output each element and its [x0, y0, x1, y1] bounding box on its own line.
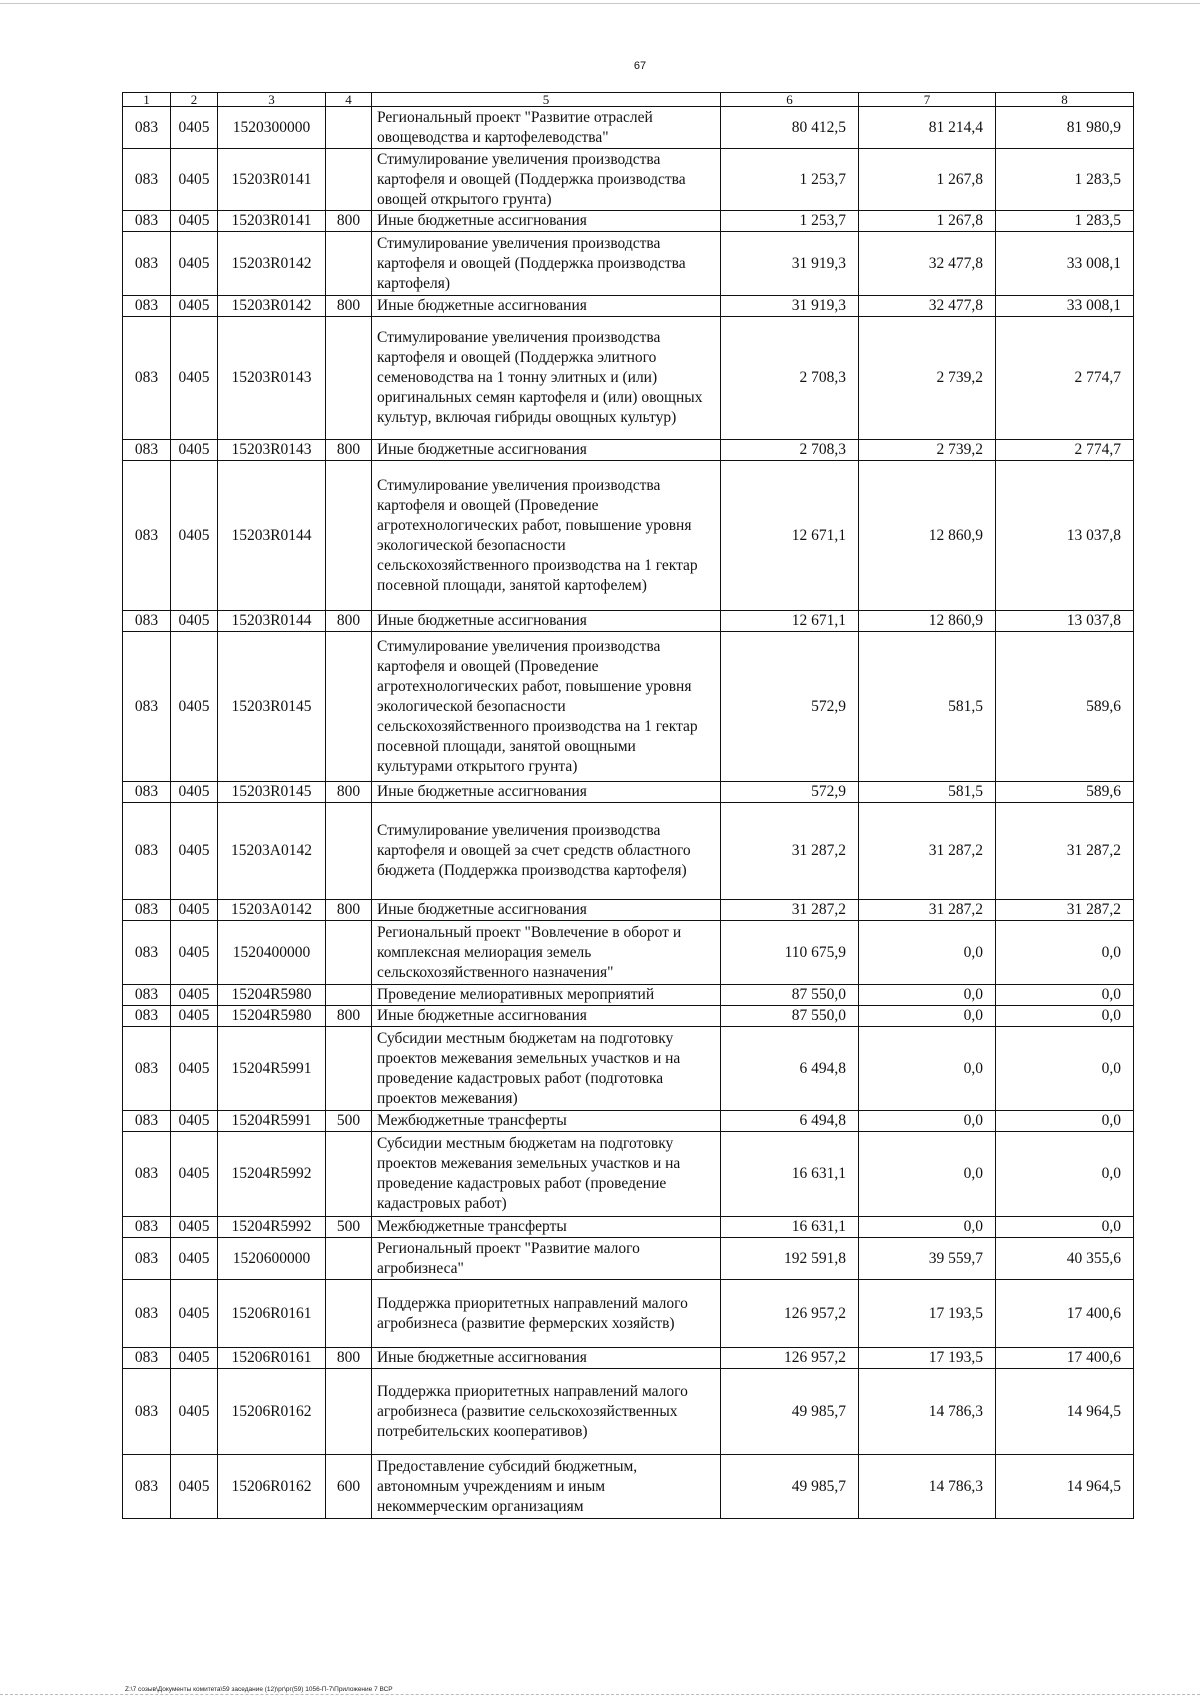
section-code-cell: 0405 [171, 232, 218, 296]
expense-type-cell: 500 [326, 1111, 372, 1132]
amount-year3-cell: 589,6 [996, 632, 1134, 782]
chapter-code-cell: 083 [123, 1280, 171, 1348]
item-name-cell: Иные бюджетные ассигнования [372, 611, 721, 632]
expense-type-cell: 800 [326, 1348, 372, 1369]
amount-year1-cell: 16 631,1 [721, 1132, 859, 1217]
chapter-code-cell: 083 [123, 1027, 171, 1111]
section-code-cell: 0405 [171, 985, 218, 1006]
chapter-code-cell: 083 [123, 985, 171, 1006]
expense-type-cell [326, 1238, 372, 1280]
amount-year1-cell: 87 550,0 [721, 1006, 859, 1027]
expense-type-cell [326, 1280, 372, 1348]
amount-year2-cell: 0,0 [859, 1217, 996, 1238]
section-code-cell: 0405 [171, 1455, 218, 1519]
chapter-code-cell: 083 [123, 232, 171, 296]
target-article-cell: 1520400000 [218, 921, 326, 985]
amount-year3-cell: 33 008,1 [996, 232, 1134, 296]
amount-year2-cell: 17 193,5 [859, 1280, 996, 1348]
page-number: 67 [633, 60, 647, 72]
table-row [123, 1111, 1134, 1132]
target-article-cell: 15206R0161 [218, 1280, 326, 1348]
section-code-cell: 0405 [171, 211, 218, 232]
item-name-cell: Иные бюджетные ассигнования [372, 900, 721, 921]
chapter-code-cell: 083 [123, 149, 171, 211]
section-code-cell: 0405 [171, 1369, 218, 1455]
item-name-cell: Иные бюджетные ассигнования [372, 782, 721, 803]
column-number-row [123, 93, 1134, 107]
section-code-cell: 0405 [171, 1132, 218, 1217]
amount-year2-cell: 12 860,9 [859, 611, 996, 632]
scan-top-edge [0, 3, 1200, 4]
table-row [123, 440, 1134, 461]
expense-type-cell [326, 921, 372, 985]
column-number: 8 [996, 93, 1134, 107]
amount-year2-cell: 1 267,8 [859, 149, 996, 211]
amount-year3-cell: 0,0 [996, 1132, 1134, 1217]
amount-year1-cell: 572,9 [721, 782, 859, 803]
target-article-cell: 15203R0143 [218, 317, 326, 440]
target-article-cell: 15203R0141 [218, 211, 326, 232]
section-code-cell: 0405 [171, 107, 218, 149]
item-name-cell: Стимулирование увеличения производства картофеля и овощей (Проведение агротехнологических работ, повышение уровня экологической безопасности сельскохозяйственного производства на 1 гектар посевной площади, занятой овощными культурами открытого грунта) [372, 632, 721, 782]
expense-type-cell [326, 632, 372, 782]
section-code-cell: 0405 [171, 440, 218, 461]
amount-year2-cell: 2 739,2 [859, 317, 996, 440]
budget-table [122, 92, 1134, 1519]
amount-year1-cell: 6 494,8 [721, 1111, 859, 1132]
item-name-cell: Субсидии местным бюджетам на подготовку проектов межевания земельных участков и на проведение кадастровых работ (проведение кадастровых работ) [372, 1132, 721, 1217]
column-number: 4 [326, 93, 372, 107]
amount-year3-cell: 0,0 [996, 1027, 1134, 1111]
amount-year2-cell: 0,0 [859, 921, 996, 985]
target-article-cell: 1520600000 [218, 1238, 326, 1280]
section-code-cell: 0405 [171, 632, 218, 782]
table-row [123, 1006, 1134, 1027]
scan-bottom-edge [0, 1694, 1200, 1695]
amount-year2-cell: 32 477,8 [859, 232, 996, 296]
table-row [123, 211, 1134, 232]
target-article-cell: 15203R0144 [218, 461, 326, 611]
item-name-cell: Иные бюджетные ассигнования [372, 1348, 721, 1369]
amount-year1-cell: 31 919,3 [721, 296, 859, 317]
expense-type-cell [326, 107, 372, 149]
amount-year2-cell: 581,5 [859, 632, 996, 782]
section-code-cell: 0405 [171, 461, 218, 611]
amount-year3-cell: 33 008,1 [996, 296, 1134, 317]
amount-year1-cell: 110 675,9 [721, 921, 859, 985]
amount-year2-cell: 581,5 [859, 782, 996, 803]
amount-year2-cell: 81 214,4 [859, 107, 996, 149]
expense-type-cell: 800 [326, 440, 372, 461]
target-article-cell: 15206R0162 [218, 1455, 326, 1519]
column-number: 7 [859, 93, 996, 107]
section-code-cell: 0405 [171, 803, 218, 900]
amount-year1-cell: 16 631,1 [721, 1217, 859, 1238]
amount-year1-cell: 31 287,2 [721, 803, 859, 900]
item-name-cell: Межбюджетные трансферты [372, 1111, 721, 1132]
expense-type-cell [326, 1132, 372, 1217]
column-number: 1 [123, 93, 171, 107]
amount-year2-cell: 0,0 [859, 1027, 996, 1111]
target-article-cell: 15204R5992 [218, 1217, 326, 1238]
section-code-cell: 0405 [171, 1280, 218, 1348]
amount-year2-cell: 31 287,2 [859, 803, 996, 900]
amount-year1-cell: 126 957,2 [721, 1280, 859, 1348]
section-code-cell: 0405 [171, 1006, 218, 1027]
section-code-cell: 0405 [171, 149, 218, 211]
amount-year3-cell: 17 400,6 [996, 1348, 1134, 1369]
item-name-cell: Региональный проект "Развитие отраслей овощеводства и картофелеводства" [372, 107, 721, 149]
item-name-cell: Поддержка приоритетных направлений малого агробизнеса (развитие сельскохозяйственных потребительских кооперативов) [372, 1369, 721, 1455]
table-row [123, 149, 1134, 211]
target-article-cell: 15203R0142 [218, 232, 326, 296]
section-code-cell: 0405 [171, 921, 218, 985]
section-code-cell: 0405 [171, 1217, 218, 1238]
item-name-cell: Стимулирование увеличения производства картофеля и овощей (Поддержка производства овощей открытого грунта) [372, 149, 721, 211]
expense-type-cell: 800 [326, 1006, 372, 1027]
expense-type-cell: 500 [326, 1217, 372, 1238]
chapter-code-cell: 083 [123, 211, 171, 232]
expense-type-cell [326, 461, 372, 611]
amount-year1-cell: 31 919,3 [721, 232, 859, 296]
table-row [123, 1217, 1134, 1238]
item-name-cell: Иные бюджетные ассигнования [372, 1006, 721, 1027]
column-number: 2 [171, 93, 218, 107]
table-row [123, 632, 1134, 782]
item-name-cell: Субсидии местным бюджетам на подготовку проектов межевания земельных участков и на проведение кадастровых работ (подготовка проектов межевания) [372, 1027, 721, 1111]
column-number: 3 [218, 93, 326, 107]
table-row [123, 611, 1134, 632]
chapter-code-cell: 083 [123, 611, 171, 632]
chapter-code-cell: 083 [123, 632, 171, 782]
expense-type-cell [326, 803, 372, 900]
chapter-code-cell: 083 [123, 440, 171, 461]
table-row [123, 1027, 1134, 1111]
amount-year1-cell: 1 253,7 [721, 211, 859, 232]
amount-year3-cell: 13 037,8 [996, 611, 1134, 632]
amount-year1-cell: 126 957,2 [721, 1348, 859, 1369]
amount-year3-cell: 13 037,8 [996, 461, 1134, 611]
item-name-cell: Поддержка приоритетных направлений малого агробизнеса (развитие фермерских хозяйств) [372, 1280, 721, 1348]
amount-year3-cell: 2 774,7 [996, 317, 1134, 440]
chapter-code-cell: 083 [123, 921, 171, 985]
target-article-cell: 15206R0161 [218, 1348, 326, 1369]
expense-type-cell [326, 317, 372, 440]
amount-year3-cell: 1 283,5 [996, 149, 1134, 211]
target-article-cell: 15203R0144 [218, 611, 326, 632]
chapter-code-cell: 083 [123, 1217, 171, 1238]
expense-type-cell: 800 [326, 900, 372, 921]
target-article-cell: 15203R0141 [218, 149, 326, 211]
table-row [123, 1369, 1134, 1455]
amount-year3-cell: 40 355,6 [996, 1238, 1134, 1280]
chapter-code-cell: 083 [123, 803, 171, 900]
amount-year3-cell: 14 964,5 [996, 1455, 1134, 1519]
target-article-cell: 15203R0145 [218, 782, 326, 803]
amount-year1-cell: 2 708,3 [721, 440, 859, 461]
amount-year3-cell: 589,6 [996, 782, 1134, 803]
target-article-cell: 15203A0142 [218, 803, 326, 900]
table-row [123, 1280, 1134, 1348]
amount-year3-cell: 0,0 [996, 1217, 1134, 1238]
target-article-cell: 15203R0145 [218, 632, 326, 782]
target-article-cell: 1520300000 [218, 107, 326, 149]
table-row [123, 232, 1134, 296]
item-name-cell: Иные бюджетные ассигнования [372, 296, 721, 317]
amount-year3-cell: 31 287,2 [996, 803, 1134, 900]
target-article-cell: 15204R5991 [218, 1027, 326, 1111]
table-row [123, 1132, 1134, 1217]
item-name-cell: Иные бюджетные ассигнования [372, 440, 721, 461]
chapter-code-cell: 083 [123, 782, 171, 803]
target-article-cell: 15206R0162 [218, 1369, 326, 1455]
section-code-cell: 0405 [171, 296, 218, 317]
amount-year2-cell: 32 477,8 [859, 296, 996, 317]
item-name-cell: Региональный проект "Развитие малого агробизнеса" [372, 1238, 721, 1280]
table-row [123, 921, 1134, 985]
column-number: 5 [372, 93, 721, 107]
amount-year3-cell: 1 283,5 [996, 211, 1134, 232]
section-code-cell: 0405 [171, 782, 218, 803]
table-row [123, 461, 1134, 611]
amount-year1-cell: 80 412,5 [721, 107, 859, 149]
amount-year2-cell: 14 786,3 [859, 1455, 996, 1519]
target-article-cell: 15204R5980 [218, 1006, 326, 1027]
section-code-cell: 0405 [171, 317, 218, 440]
item-name-cell: Стимулирование увеличения производства картофеля и овощей (Поддержка производства картофеля) [372, 232, 721, 296]
expense-type-cell [326, 1369, 372, 1455]
section-code-cell: 0405 [171, 1027, 218, 1111]
item-name-cell: Проведение мелиоративных мероприятий [372, 985, 721, 1006]
amount-year2-cell: 39 559,7 [859, 1238, 996, 1280]
amount-year2-cell: 0,0 [859, 1006, 996, 1027]
amount-year1-cell: 12 671,1 [721, 611, 859, 632]
amount-year2-cell: 2 739,2 [859, 440, 996, 461]
expense-type-cell: 600 [326, 1455, 372, 1519]
expense-type-cell: 800 [326, 782, 372, 803]
chapter-code-cell: 083 [123, 1455, 171, 1519]
section-code-cell: 0405 [171, 1238, 218, 1280]
chapter-code-cell: 083 [123, 461, 171, 611]
item-name-cell: Стимулирование увеличения производства картофеля и овощей (Проведение агротехнологических работ, повышение уровня экологической безопасности сельскохозяйственного производства на 1 гектар посевной площади, занятой картофелем) [372, 461, 721, 611]
expense-type-cell: 800 [326, 296, 372, 317]
expense-type-cell [326, 985, 372, 1006]
expense-type-cell: 800 [326, 211, 372, 232]
table-row [123, 900, 1134, 921]
chapter-code-cell: 083 [123, 1111, 171, 1132]
amount-year1-cell: 31 287,2 [721, 900, 859, 921]
chapter-code-cell: 083 [123, 1132, 171, 1217]
table-row [123, 1348, 1134, 1369]
target-article-cell: 15203A0142 [218, 900, 326, 921]
file-path-footer: Z:\7 созыв\Документы комитета\59 заседание (12)\рг\рг(59) 1056-П-7\Приложение 7 ВСР [125, 1686, 393, 1693]
amount-year1-cell: 87 550,0 [721, 985, 859, 1006]
item-name-cell: Стимулирование увеличения производства картофеля и овощей (Поддержка элитного семеноводства на 1 тонну элитных и (или) оригинальных семян картофеля и (или) овощных культур, включая гибриды овощных культур) [372, 317, 721, 440]
amount-year2-cell: 1 267,8 [859, 211, 996, 232]
section-code-cell: 0405 [171, 1111, 218, 1132]
expense-type-cell: 800 [326, 611, 372, 632]
target-article-cell: 15204R5980 [218, 985, 326, 1006]
amount-year1-cell: 2 708,3 [721, 317, 859, 440]
table-row [123, 317, 1134, 440]
table-row [123, 985, 1134, 1006]
amount-year1-cell: 6 494,8 [721, 1027, 859, 1111]
amount-year2-cell: 0,0 [859, 1132, 996, 1217]
amount-year3-cell: 81 980,9 [996, 107, 1134, 149]
chapter-code-cell: 083 [123, 107, 171, 149]
chapter-code-cell: 083 [123, 296, 171, 317]
expense-type-cell [326, 232, 372, 296]
table-row [123, 107, 1134, 149]
chapter-code-cell: 083 [123, 1238, 171, 1280]
item-name-cell: Межбюджетные трансферты [372, 1217, 721, 1238]
target-article-cell: 15203R0142 [218, 296, 326, 317]
amount-year1-cell: 49 985,7 [721, 1455, 859, 1519]
section-code-cell: 0405 [171, 1348, 218, 1369]
amount-year2-cell: 31 287,2 [859, 900, 996, 921]
chapter-code-cell: 083 [123, 1006, 171, 1027]
amount-year3-cell: 17 400,6 [996, 1280, 1134, 1348]
section-code-cell: 0405 [171, 900, 218, 921]
expense-type-cell [326, 1027, 372, 1111]
amount-year1-cell: 192 591,8 [721, 1238, 859, 1280]
target-article-cell: 15204R5991 [218, 1111, 326, 1132]
table-row [123, 803, 1134, 900]
amount-year2-cell: 12 860,9 [859, 461, 996, 611]
amount-year2-cell: 0,0 [859, 985, 996, 1006]
amount-year2-cell: 17 193,5 [859, 1348, 996, 1369]
amount-year1-cell: 1 253,7 [721, 149, 859, 211]
chapter-code-cell: 083 [123, 1348, 171, 1369]
table-row [123, 1455, 1134, 1519]
item-name-cell: Стимулирование увеличения производства картофеля и овощей за счет средств областного бюджета (Поддержка производства картофеля) [372, 803, 721, 900]
table-body [123, 107, 1134, 1519]
table-row [123, 296, 1134, 317]
column-number: 6 [721, 93, 859, 107]
expense-type-cell [326, 149, 372, 211]
amount-year3-cell: 0,0 [996, 1111, 1134, 1132]
amount-year3-cell: 14 964,5 [996, 1369, 1134, 1455]
chapter-code-cell: 083 [123, 900, 171, 921]
item-name-cell: Предоставление субсидий бюджетным, автономным учреждениям и иным некоммерческим организациям [372, 1455, 721, 1519]
table-row [123, 782, 1134, 803]
amount-year3-cell: 0,0 [996, 921, 1134, 985]
section-code-cell: 0405 [171, 611, 218, 632]
amount-year3-cell: 31 287,2 [996, 900, 1134, 921]
chapter-code-cell: 083 [123, 1369, 171, 1455]
amount-year2-cell: 0,0 [859, 1111, 996, 1132]
amount-year3-cell: 0,0 [996, 1006, 1134, 1027]
target-article-cell: 15203R0143 [218, 440, 326, 461]
table-row [123, 1238, 1134, 1280]
amount-year3-cell: 2 774,7 [996, 440, 1134, 461]
amount-year1-cell: 12 671,1 [721, 461, 859, 611]
item-name-cell: Региональный проект "Вовлечение в оборот и комплексная мелиорация земель сельскохозяйственного назначения" [372, 921, 721, 985]
item-name-cell: Иные бюджетные ассигнования [372, 211, 721, 232]
amount-year3-cell: 0,0 [996, 985, 1134, 1006]
amount-year1-cell: 49 985,7 [721, 1369, 859, 1455]
target-article-cell: 15204R5992 [218, 1132, 326, 1217]
amount-year2-cell: 14 786,3 [859, 1369, 996, 1455]
chapter-code-cell: 083 [123, 317, 171, 440]
amount-year1-cell: 572,9 [721, 632, 859, 782]
